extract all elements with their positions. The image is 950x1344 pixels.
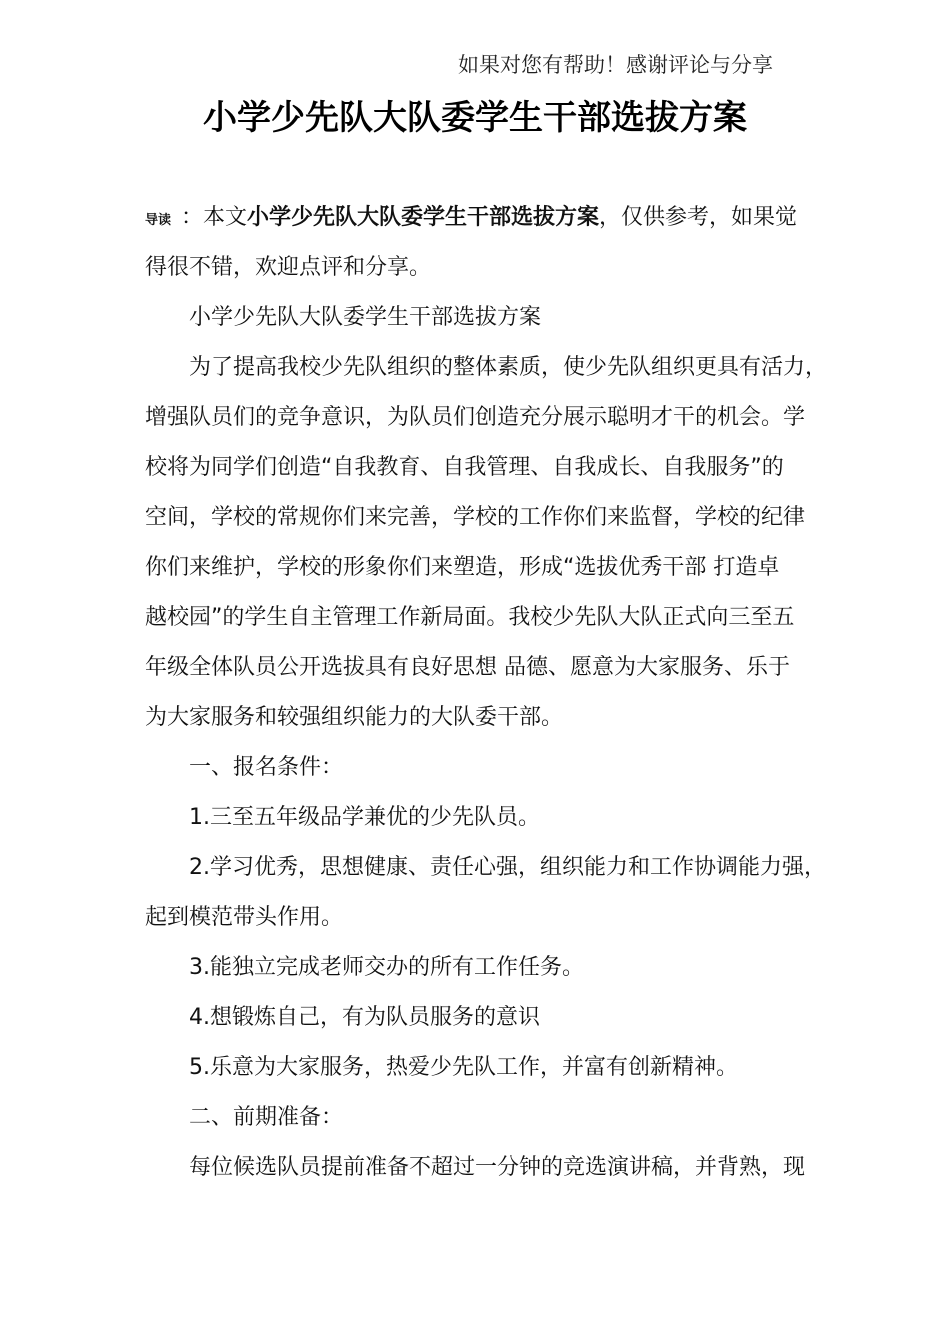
body-line: 校将为同学们创造“自我教育、自我管理、自我成长、自我服务”的 — [145, 455, 784, 480]
body-line: 增强队员们的竞争意识，为队员们创造充分展示聪明才干的机会。学 — [145, 405, 806, 430]
intro-line-2: 得很不错，欢迎点评和分享。 — [145, 255, 432, 280]
body-line: 空间，学校的常规你们来完善，学校的工作你们来监督，学校的纪律 — [145, 505, 806, 530]
intro-bold-title: 小学少先队大队委学生干部选拔方案 — [247, 205, 600, 230]
header-note: 如果对您有帮助！感谢评论与分享 — [458, 53, 773, 77]
body-line: 年级全体队员公开选拔具有良好思想 品德、愿意为大家服务、乐于 — [145, 655, 790, 680]
body-line: 为了提高我校少先队组织的整体素质，使少先队组织更具有活力， — [189, 355, 828, 380]
body-line: 为大家服务和较强组织能力的大队委干部。 — [145, 705, 564, 730]
intro-prefix: ：本文 — [181, 205, 248, 230]
section-heading: 一、报名条件： — [189, 755, 344, 780]
intro-suffix: ，仅供参考，如果觉 — [599, 205, 798, 230]
list-item: 2.学习优秀，思想健康、责任心强，组织能力和工作协调能力强， — [189, 855, 826, 880]
list-item: 1.三至五年级品学兼优的少先队员。 — [189, 805, 540, 830]
body-line: 每位候选队员提前准备不超过一分钟的竞选演讲稿，并背熟，现 — [189, 1155, 806, 1180]
list-item: 4.想锻炼自己，有为队员服务的意识 — [189, 1005, 540, 1030]
body-line: 越校园”的学生自主管理工作新局面。我校少先队大队正式向三至五 — [145, 605, 795, 630]
intro-label: 导读 — [145, 213, 172, 228]
list-item: 5.乐意为大家服务，热爱少先队工作，并富有创新精神。 — [189, 1055, 738, 1080]
intro-line-1 — [145, 203, 797, 236]
body-line: 小学少先队大队委学生干部选拔方案 — [189, 305, 542, 330]
list-item: 3.能独立完成老师交办的所有工作任务。 — [189, 955, 584, 980]
body-line: 你们来维护，学校的形象你们来塑造，形成“选拔优秀干部 打造卓 — [145, 555, 780, 580]
section-heading: 二、前期准备： — [189, 1105, 344, 1130]
list-item-continuation: 起到模范带头作用。 — [145, 905, 344, 930]
document-title: 小学少先队大队委学生干部选拔方案 — [203, 98, 747, 138]
